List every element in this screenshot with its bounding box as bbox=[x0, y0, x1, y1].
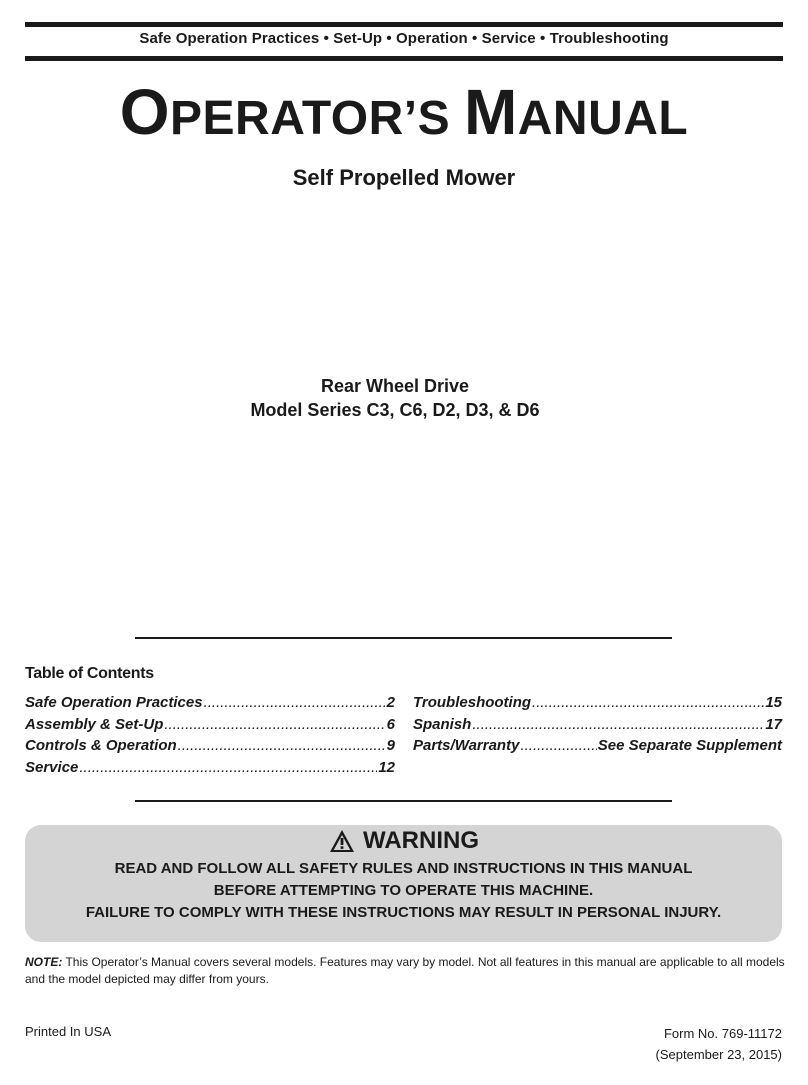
warning-heading bbox=[0, 827, 808, 855]
warning-triangle-icon bbox=[329, 829, 355, 853]
toc-entry-service[interactable] bbox=[25, 757, 395, 779]
toc-page: 12 bbox=[378, 759, 395, 776]
printed-in: Printed In USA bbox=[25, 1024, 111, 1039]
toc-leader bbox=[204, 692, 386, 714]
subtitle: Self Propelled Mower bbox=[292, 165, 516, 190]
toc-leader bbox=[472, 714, 764, 736]
page-title bbox=[0, 72, 808, 159]
model-drive-type: Rear Wheel Drive bbox=[320, 376, 470, 396]
toc-page: 2 bbox=[386, 694, 395, 711]
toc-page: 9 bbox=[386, 737, 395, 754]
toc-entry-spanish[interactable] bbox=[413, 714, 782, 736]
toc-leader bbox=[79, 757, 377, 779]
warning-line-3: FAILURE TO COMPLY WITH THESE INSTRUCTIONS MAY RESULT IN PERSONAL INJURY. bbox=[85, 904, 722, 921]
toc-entry-safe-operation[interactable] bbox=[25, 692, 395, 714]
toc-label: Service bbox=[25, 759, 79, 776]
toc-page: 6 bbox=[386, 716, 395, 733]
warning-line-1: READ AND FOLLOW ALL SAFETY RULES AND INSTRUCTIONS IN THIS MANUAL bbox=[114, 860, 693, 877]
toc-heading: Table of Contents bbox=[25, 665, 154, 682]
toc-label: Safe Operation Practices bbox=[25, 694, 203, 711]
toc-label: Spanish bbox=[413, 716, 472, 733]
toc-entry-troubleshooting[interactable] bbox=[413, 692, 782, 714]
title-anual: ANUAL bbox=[517, 92, 689, 145]
toc-page: See Separate Supplement bbox=[597, 737, 782, 754]
toc-label: Controls & Operation bbox=[25, 737, 177, 754]
form-number: Form No. 769-11172 bbox=[663, 1026, 782, 1041]
toc-label: Parts/Warranty bbox=[413, 737, 520, 754]
note-text: This Operator’s Manual covers several models. Features may vary by model. Not all features in this manual are applicable to all models and the model depicted may differ from yours. bbox=[25, 955, 785, 986]
title-initial-o: O bbox=[119, 76, 171, 148]
top-rule-lower bbox=[25, 56, 783, 61]
note-label: NOTE: bbox=[25, 955, 63, 969]
warning-title: WARNING bbox=[363, 827, 479, 854]
title-initial-m: M bbox=[463, 76, 518, 148]
toc-leader bbox=[520, 735, 596, 757]
toc-leader bbox=[164, 714, 385, 736]
model-series: Model Series C3, C6, D2, D3, & D6 bbox=[250, 400, 540, 420]
section-topline: Safe Operation Practices • Set-Up • Operation • Service • Troubleshooting bbox=[139, 30, 669, 47]
warning-line-2: BEFORE ATTEMPTING TO OPERATE THIS MACHINE. bbox=[213, 882, 594, 899]
top-rule bbox=[25, 22, 783, 27]
title-apostrophe-s: ’S bbox=[403, 92, 464, 145]
toc-leader bbox=[178, 735, 386, 757]
toc-page: 17 bbox=[765, 716, 782, 733]
toc-entry-parts-warranty[interactable] bbox=[413, 735, 782, 757]
toc-entry-controls[interactable] bbox=[25, 735, 395, 757]
form-date: (September 23, 2015) bbox=[655, 1047, 782, 1062]
toc-label: Troubleshooting bbox=[413, 694, 532, 711]
note-paragraph bbox=[25, 954, 785, 988]
toc-entry-assembly[interactable] bbox=[25, 714, 395, 736]
divider-upper bbox=[135, 637, 672, 639]
divider-lower bbox=[135, 800, 672, 802]
toc-page: 15 bbox=[765, 694, 782, 711]
toc-leader bbox=[532, 692, 764, 714]
title-perator: PERATOR bbox=[170, 92, 404, 145]
toc-label: Assembly & Set-Up bbox=[25, 716, 164, 733]
